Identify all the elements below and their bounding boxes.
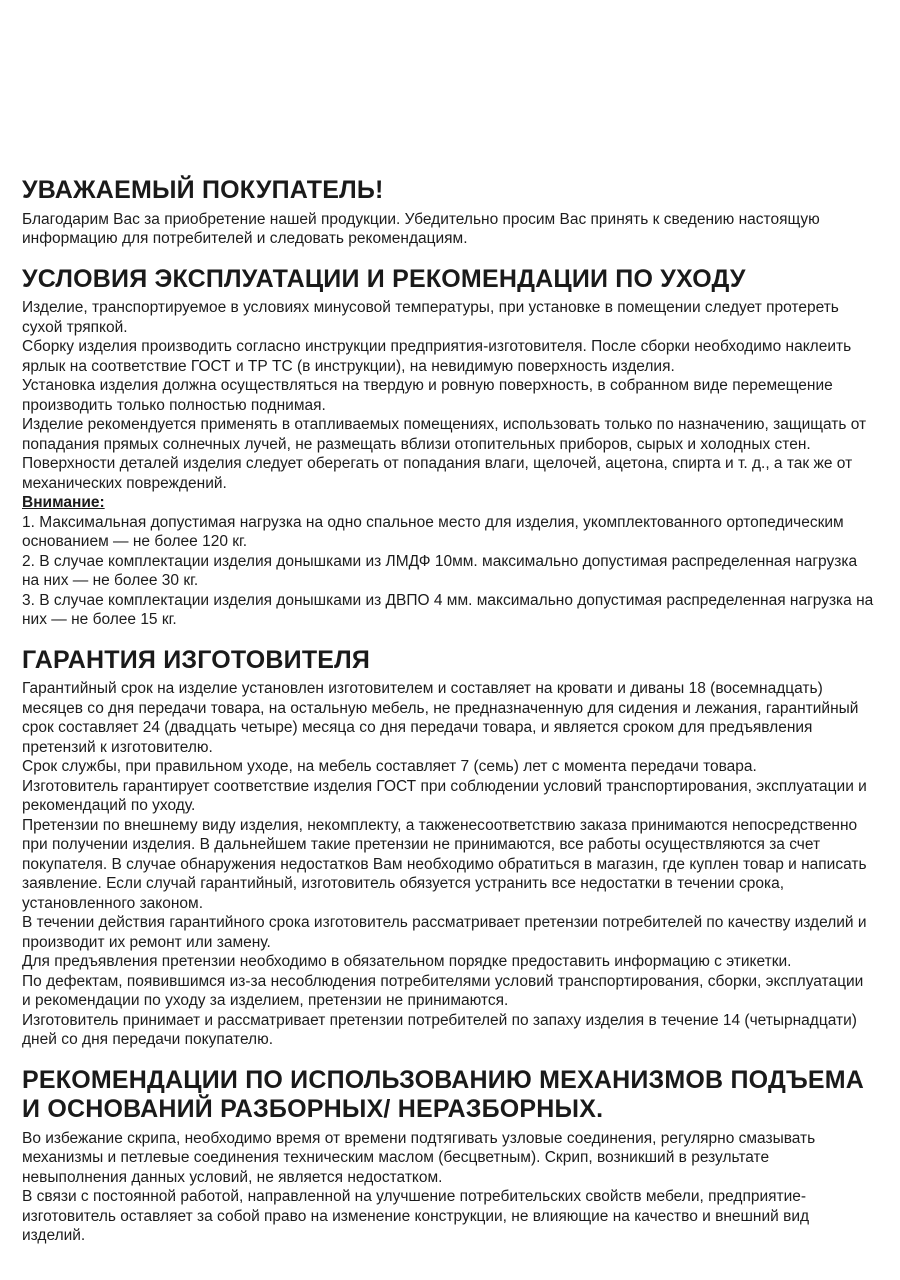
paragraph: Изготовитель принимает и рассматривает претензии потребителей по запаху изделия в течение 14 (четырнадцати) дней со дня передачи покупателю.: [22, 1011, 857, 1048]
section-body: [22, 298, 874, 630]
attention-item: 2. В случае комплектации изделия донышками из ЛМДФ 10мм. максимально допустимая распределенная нагрузка на них — не более 30 кг.: [22, 552, 858, 589]
section-operating-conditions: [22, 265, 874, 630]
section-mechanism-recommendations: [22, 1066, 874, 1246]
paragraph: Изделие рекомендуется применять в отапливаемых помещениях, использовать только по назначению, защищать от попадания прямых солнечных лучей, не размещать вблизи отопительных приборов, сырых и холодных стен.: [22, 416, 867, 453]
paragraph: Поверхности деталей изделия следует оберегать от попадания влаги, щелочей, ацетона, спирта и т. д., а так же от механических повреждений.: [22, 455, 853, 492]
paragraph: По дефектам, появившимся из-за несоблюдения потребителями условий транспортирования, сборки, эксплуатации и рекомендации по уходу за изделием, претензии не принимаются.: [22, 972, 864, 1009]
section-heading-operating-conditions: УСЛОВИЯ ЭКСПЛУАТАЦИИ И РЕКОМЕНДАЦИИ ПО УХОДУ: [22, 264, 746, 293]
paragraph: Срок службы, при правильном уходе, на мебель составляет 7 (семь) лет с момента передачи товара.: [22, 758, 757, 775]
paragraph: Сборку изделия производить согласно инструкции предприятия-изготовителя. После сборки необходимо наклеить ярлык на соответствие ГОСТ и ТР ТС (в инструкции), на невидимую поверхность изделия.: [22, 338, 852, 375]
paragraph: В связи с постоянной работой, направленной на улучшение потребительских свойств мебели, предприятие-изготовитель оставляет за собой право на изменение конструкции, не влияющие на качество и внешний вид изделий.: [22, 1188, 810, 1244]
paragraph: Претензии по внешнему виду изделия, некомплекту, а такженесоответствию заказа принимаются непосредственно при получении изделия. В дальнейшем такие претензии не принимаются, все работы осуществляются за счет покупателя. В случае обнаружения недостатков Вам необходимо обратиться в магазин, где куплен товар и написать заявление. Если случай гарантийный, изготовитель обязуется устранить все недостатки в течении срока, установленного законом.: [22, 816, 867, 912]
paragraph: Во избежание скрипа, необходимо время от времени подтягивать узловые соединения, регулярно смазывать механизмы и петлевые соединения техническим маслом (бесцветным). Скрип, возникший в результате невыполнения данных условий, не является недостатком.: [22, 1129, 816, 1186]
paragraph: Изделие, транспортируемое в условиях минусовой температуры, при установке в помещении следует протереть сухой тряпкой.: [22, 299, 839, 336]
paragraph: Для предъявления претензии необходимо в обязательном порядке предоставить информацию с этикетки.: [22, 953, 792, 970]
section-heading-mechanism-recommendations: РЕКОМЕНДАЦИИ ПО ИСПОЛЬЗОВАНИЮ МЕХАНИЗМОВ ПОДЪЕМА И ОСНОВАНИЙ РАЗБОРНЫХ/ НЕРАЗБОРНЫХ.: [22, 1065, 865, 1123]
paragraph: Изготовитель гарантирует соответствие изделия ГОСТ при соблюдении условий транспортирования, эксплуатации и рекомендаций по уходу.: [22, 777, 867, 814]
section-heading-warranty: ГАРАНТИЯ ИЗГОТОВИТЕЛЯ: [22, 645, 371, 674]
paragraph: Установка изделия должна осуществляться на твердую и ровную поверхность, в собранном виде перемещение производить только полностью поднимая.: [22, 377, 833, 414]
section-body: [22, 1129, 874, 1246]
section-body: [22, 210, 874, 249]
paragraph: Гарантийный срок на изделие установлен изготовителем и составляет на кровати и диваны 18 (восемнадцать) месяцев со дня передачи товара, на остальную мебель, не предназначенную для сидения и лежания, гарантийный срок составляет 24 (двадцать четыре) месяца со дня передачи товара, и является сроком для предъявления претензий к изготовителю.: [22, 680, 859, 756]
attention-item: 3. В случае комплектации изделия донышками из ДВПО 4 мм. максимально допустимая распределенная нагрузка на них — не более 15 кг.: [22, 591, 874, 628]
section-dear-customer: [22, 176, 874, 249]
section-heading-dear-customer: УВАЖАЕМЫЙ ПОКУПАТЕЛЬ!: [22, 176, 384, 204]
section-warranty: [22, 646, 874, 1050]
section-body: [22, 679, 874, 1050]
attention-item: 1. Максимальная допустимая нагрузка на одно спальное место для изделия, укомплектованного ортопедическим основанием — не более 120 кг.: [22, 513, 844, 550]
attention-label: Внимание:: [22, 494, 105, 511]
paragraph: В течении действия гарантийного срока изготовитель рассматривает претензии потребителей по качеству изделий и производит их ремонт или замену.: [22, 914, 867, 951]
paragraph: Благодарим Вас за приобретение нашей продукции. Убедительно просим Вас принять к сведению настоящую информацию для потребителей и следовать рекомендациям.: [22, 210, 820, 247]
